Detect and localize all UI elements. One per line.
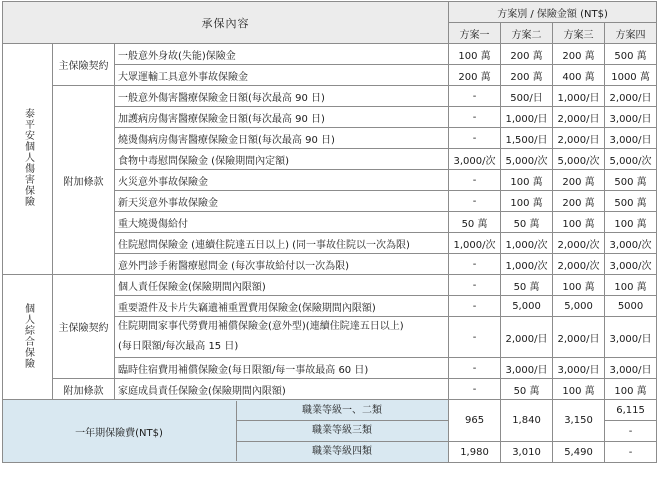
table-cell: 3,000/日 [553, 358, 605, 379]
accident-rider-label: 附加條款 [53, 86, 115, 275]
accident-rider-item: 食物中毒慰問保險金 (保險期間內定額) [115, 149, 449, 170]
table-cell: 200 萬 [553, 191, 605, 212]
table-cell: 400 萬 [553, 65, 605, 86]
table-cell: - [449, 86, 501, 107]
table-cell: 100 萬 [501, 191, 553, 212]
premium-plan-3-level-4: 5,490 [553, 442, 605, 463]
premium-plan-1-level-4: 1,980 [449, 442, 501, 463]
accident-rider-item: 住院慰問保險金 (連續住院達五日以上) (同一事故住院以一次為限) [115, 233, 449, 254]
premium-levels [236, 401, 448, 462]
table-cell: 1,500/日 [501, 128, 553, 149]
table-cell: 500/日 [501, 86, 553, 107]
plan-4-header: 方案四 [605, 23, 657, 44]
table-cell: - [449, 379, 501, 400]
table-cell: 5,000/次 [553, 149, 605, 170]
table-cell: 3,000/次 [605, 254, 657, 275]
premium-plan-4-level-3: - [605, 421, 657, 442]
table-cell: 2,000/日 [501, 317, 553, 358]
table-cell: 100 萬 [553, 212, 605, 233]
accident-section-label [3, 44, 53, 275]
premium-plan-2-level-1-3: 1,840 [501, 400, 553, 442]
premium-plan-2-level-4: 3,010 [501, 442, 553, 463]
accident-rider-item: 一般意外傷害醫療保險金日額(每次最高 90 日) [115, 86, 449, 107]
table-cell: 200 萬 [553, 44, 605, 65]
table-cell: 5,000 [553, 296, 605, 317]
table-cell: - [449, 254, 501, 275]
table-cell: 50 萬 [501, 275, 553, 296]
table-cell: - [449, 170, 501, 191]
table-cell: - [449, 358, 501, 379]
plan-1-header: 方案一 [449, 23, 501, 44]
coverage-header: 承保內容 [3, 2, 449, 44]
table-cell: 3,000/日 [605, 317, 657, 358]
accident-rider-item: 加護病房傷害醫療保險金日額(每次最高 90 日) [115, 107, 449, 128]
liability-main-label: 主保險契約 [53, 275, 115, 379]
accident-rider-item: 燒燙傷病房傷害醫療保險金日額(每次最高 90 日) [115, 128, 449, 149]
table-cell: 3,000/次 [605, 233, 657, 254]
liability-section-label [3, 275, 53, 400]
premium-plan-3-level-1-3: 3,150 [553, 400, 605, 442]
premium-level-3: 職業等級三類 [236, 421, 448, 442]
table-cell: 2,000/次 [553, 254, 605, 275]
premium-level-4: 職業等級四類 [236, 442, 448, 462]
table-cell: 5,000 [501, 296, 553, 317]
table-cell: 100 萬 [553, 275, 605, 296]
table-cell: 2,000/日 [553, 317, 605, 358]
table-cell: 2,000/次 [553, 233, 605, 254]
table-cell: 500 萬 [605, 170, 657, 191]
table-cell: 200 萬 [501, 65, 553, 86]
accident-main-label: 主保險契約 [53, 44, 115, 86]
plans-header: 方案別 / 保險金額 (NT$) [449, 2, 657, 23]
table-cell: 2,000/日 [605, 86, 657, 107]
coverage-table-container [2, 1, 656, 495]
table-cell: 3,000/次 [449, 149, 501, 170]
table-cell: 100 萬 [501, 170, 553, 191]
accident-main-item: 一般意外身故(失能)保險金 [115, 44, 449, 65]
table-cell: 1000 萬 [605, 65, 657, 86]
table-cell: - [449, 128, 501, 149]
table-cell: 1,000/次 [501, 254, 553, 275]
table-cell: - [449, 296, 501, 317]
accident-rider-item: 重大燒燙傷給付 [115, 212, 449, 233]
table-cell: 500 萬 [605, 191, 657, 212]
table-cell: 200 萬 [449, 65, 501, 86]
liability-main-item-two-line [115, 317, 449, 358]
table-cell: 3,000/日 [501, 358, 553, 379]
accident-main-item: 大眾運輸工具意外事故保險金 [115, 65, 449, 86]
table-cell: 100 萬 [605, 275, 657, 296]
table-cell: 500 萬 [605, 44, 657, 65]
table-cell: - [449, 191, 501, 212]
premium-plan-1-level-1-3: 965 [449, 400, 501, 442]
premium-level-1-2: 職業等級一、二類 [236, 401, 448, 422]
table-cell: 200 萬 [553, 170, 605, 191]
table-cell: 1,000/日 [501, 107, 553, 128]
table-cell: 5,000/次 [605, 149, 657, 170]
table-cell: 2,000/日 [553, 107, 605, 128]
table-cell: - [449, 275, 501, 296]
liability-main-item: 臨時住宿費用補償保險金(每日限額/每一事故最高 60 日) [115, 358, 449, 379]
table-cell: 5,000/次 [501, 149, 553, 170]
table-cell: - [449, 107, 501, 128]
table-cell: 200 萬 [501, 44, 553, 65]
item-line-1: 住院期間家事代勞費用補償保險金(意外型)(連續住院達五日以上) [118, 321, 404, 332]
premium-plan-4-level-1-2: 6,115 [605, 400, 657, 421]
accident-section-text: 泰平安個人傷害保險 [22, 108, 34, 207]
premium-plan-4-level-4: - [605, 442, 657, 463]
table-cell: 50 萬 [501, 212, 553, 233]
item-line-2: (每日限額/每次最高 15 日) [118, 341, 239, 352]
liability-rider-label: 附加條款 [53, 379, 115, 400]
table-cell: 1,000/日 [553, 86, 605, 107]
table-cell: 3,000/日 [605, 107, 657, 128]
premium-title: 一年期保險費(NT$) [75, 427, 163, 439]
plan-3-header: 方案三 [553, 23, 605, 44]
table-cell: 50 萬 [501, 379, 553, 400]
accident-rider-item: 火災意外事故保險金 [115, 170, 449, 191]
table-cell: 2,000/日 [553, 128, 605, 149]
table-cell: 50 萬 [449, 212, 501, 233]
accident-rider-item: 新天災意外事故保險金 [115, 191, 449, 212]
table-cell: 1,000/次 [449, 233, 501, 254]
accident-rider-item: 意外門診手術醫療慰問金 (每次事故給付以一次為限) [115, 254, 449, 275]
plan-2-header: 方案二 [501, 23, 553, 44]
table-cell: - [449, 317, 501, 358]
liability-section-text: 個人綜合保險 [22, 302, 34, 369]
liability-main-item: 重要證件及卡片失竊遺補重置費用保險金(保險期間內限額) [115, 296, 449, 317]
table-cell: 1,000/次 [501, 233, 553, 254]
liability-rider-item: 家庭成員責任保險金(保險期間內限額) [115, 379, 449, 400]
table-cell: 100 萬 [449, 44, 501, 65]
table-cell: 100 萬 [605, 379, 657, 400]
coverage-table [2, 1, 657, 463]
table-cell: 100 萬 [553, 379, 605, 400]
table-cell: 3,000/日 [605, 128, 657, 149]
table-cell: 3,000/日 [605, 358, 657, 379]
table-cell: 100 萬 [605, 212, 657, 233]
table-cell: 5000 [605, 296, 657, 317]
liability-main-item: 個人責任保險金(保險期間內限額) [115, 275, 449, 296]
